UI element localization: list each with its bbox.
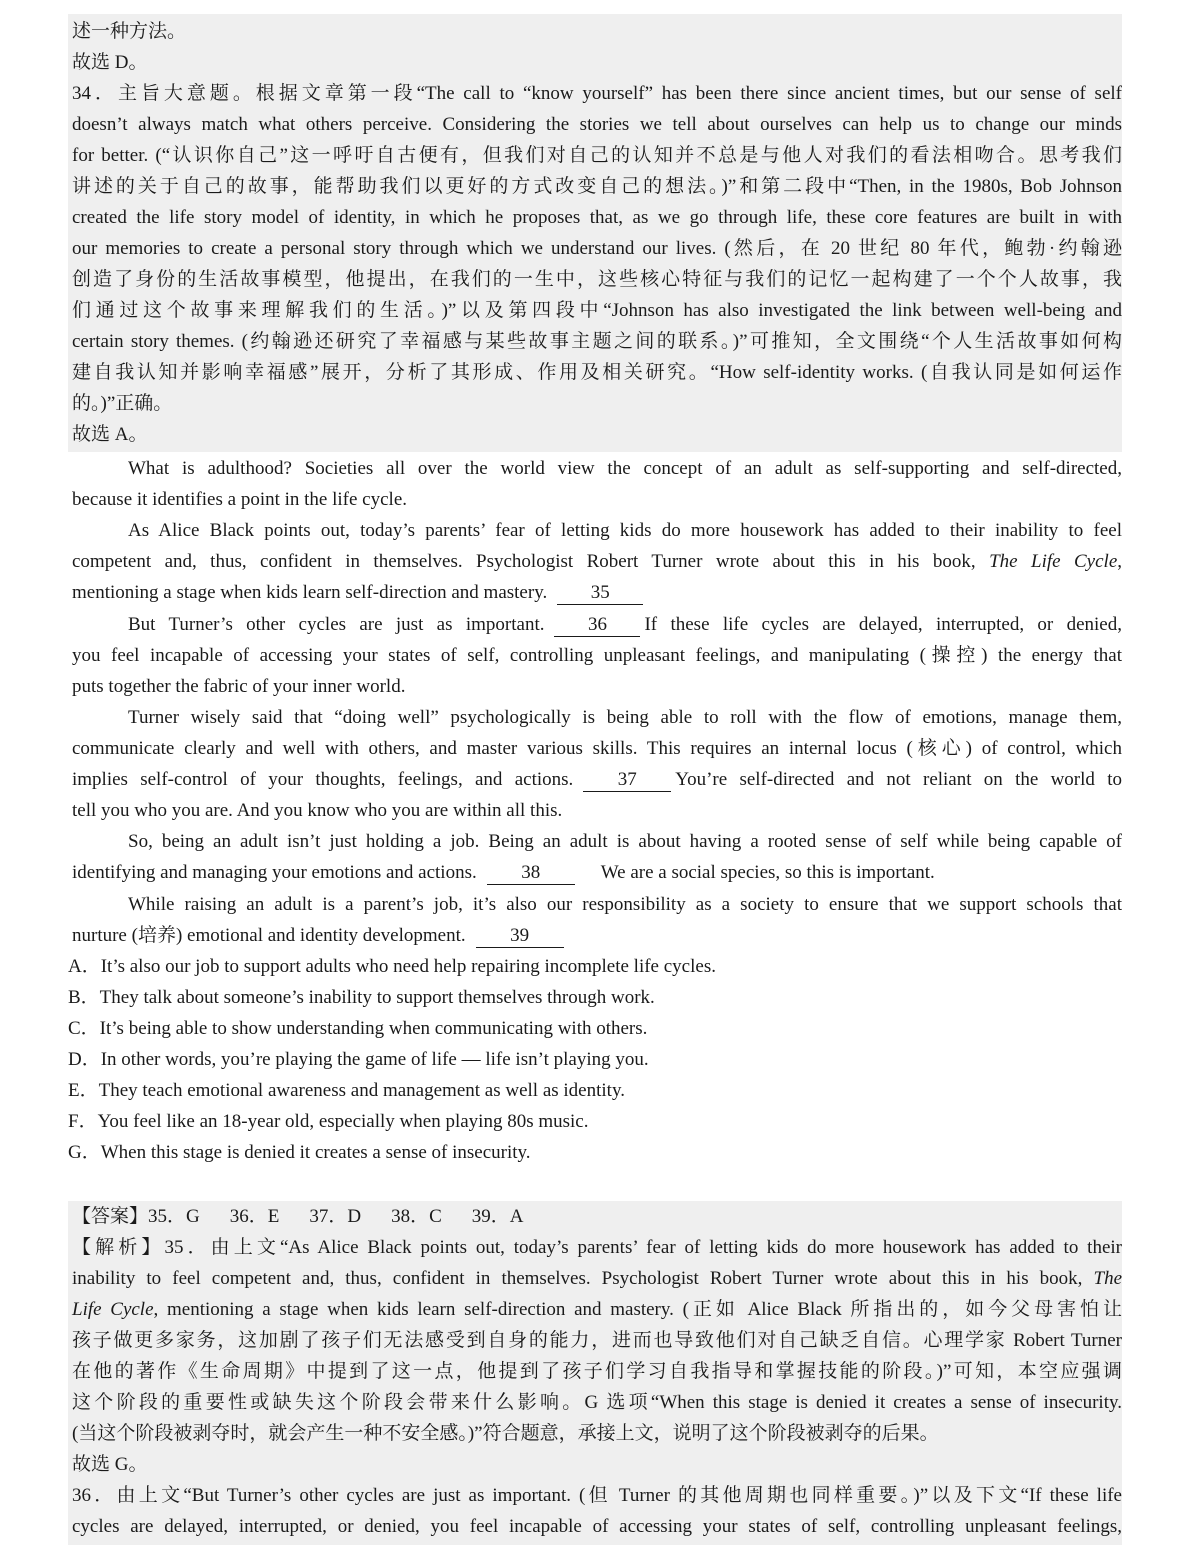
passage-line: While raising an adult is a parent’s job, it’s also our responsibility as a society to ensure that we support schools that (128, 894, 1122, 915)
q34-line: 的。)”正确。 (72, 393, 173, 414)
passage-line: competent and, thus, confident in themselves. Psychologist Robert Turner wrote about this in his book, The Life Cycle, (72, 551, 1123, 572)
passage-line: you feel incapable of accessing your states of self, controlling unpleasant feelings, and manipulating (操控) the energy that (72, 645, 1122, 666)
answer-label: 【答案】 (72, 1206, 149, 1227)
answer-item: 38．C (391, 1206, 442, 1227)
analysis-line: inability to feel competent and, thus, confident in themselves. Psychologist Robert Turner wrote about this in his book, The (72, 1268, 1122, 1289)
passage-line: communicate clearly and well with others, and master various skills. This requires an internal locus (核心) of control, which (72, 738, 1122, 759)
text-line: 述一种方法。 (72, 21, 187, 42)
q34-line: 讲述的关于自己的故事，能帮助我们以更好的方式改变自己的想法。)”和第二段中“Then, in the 1980s, Bob Johnson (72, 176, 1122, 197)
answer-line: 故选 D。 (72, 52, 148, 73)
explanation-block-top (68, 14, 1122, 452)
book-title: The Life Cycle (989, 551, 1118, 572)
passage-line: So, being an adult isn’t just holding a job. Being an adult is about having a rooted sense of self while being capable of (128, 831, 1122, 852)
q34-line: created the life story model of identity, in which he proposes that, as we go through life, these core features are built in with (72, 207, 1122, 228)
q34-line: our memories to create a personal story through which we understand our lives. (然后，在 20 世纪 80 年代，鲍勃·约翰逊 (72, 238, 1122, 259)
answer-item: 39．A (471, 1206, 524, 1227)
q34-line: for better. (“认识你自己”这一呼吁自古便有，但我们对自己的认知并不总是与他人对我们的看法相吻合。思考我们 (72, 145, 1122, 166)
passage-line: But Turner’s other cycles are just as important. 36 If these life cycles are delayed, interrupted, or denied, (128, 614, 1122, 635)
analysis-line: cycles are delayed, interrupted, or denied, you feel incapable of accessing your states of self, controlling unpleasant feelings, (72, 1516, 1122, 1537)
book-title: The (1093, 1268, 1122, 1289)
answer-item: 35．G (148, 1206, 200, 1227)
analysis-line: 这个阶段的重要性或缺失这个阶段会带来什么影响。G 选项“When this stage is denied it creates a sense of insecurity. (72, 1392, 1122, 1413)
answer-analysis-block (68, 1201, 1122, 1545)
answer-item: 37．D (309, 1206, 362, 1227)
blank-38: 38 (487, 862, 575, 885)
option-c: C．It’s being able to show understanding when communicating with others. (68, 1018, 648, 1039)
passage-line: puts together the fabric of your inner world. (72, 676, 406, 697)
q34-line: 建自我认知并影响幸福感”展开，分析了其形成、作用及相关研究。“How self-identity works. (自我认同是如何运作 (72, 362, 1122, 383)
book-title: Life Cycle (72, 1299, 154, 1320)
answer-item: 36．E (229, 1206, 280, 1227)
analysis-line: 在他的著作《生命周期》中提到了这一点，他提到了孩子们学习自我指导和掌握技能的阶段。)”可知，本空应强调 (72, 1361, 1122, 1382)
answer-key (72, 1201, 1122, 1232)
analysis-line: Life Cycle, mentioning a stage when kids learn self-direction and mastery. (正如 Alice Black 所指出的，如今父母害怕让 (72, 1299, 1123, 1320)
option-a: A．It’s also our job to support adults who need help repairing incomplete life cycles. (68, 956, 716, 977)
passage-line: tell you who you are. And you know who you are within all this. (72, 800, 563, 821)
blank-35: 35 (557, 582, 643, 605)
q34-line: 34．主旨大意题。根据文章第一段“The call to “know yourself” has been there since ancient times, but our sense of self (72, 83, 1122, 104)
option-f: F．You feel like an 18-year old, especially when playing 80s music. (68, 1111, 589, 1132)
passage (68, 452, 1122, 1172)
passage-line: implies self-control of your thoughts, feelings, and actions. 37 You’re self-directed and not reliant on the world to (72, 769, 1122, 790)
q34-line: 创造了身份的生活故事模型，他提出，在我们的一生中，这些核心特征与我们的记忆一起构建了一个个人故事，我 (72, 269, 1122, 290)
option-b: B．They talk about someone’s inability to support themselves through work. (68, 987, 655, 1008)
answer-line: 故选 A。 (72, 424, 148, 445)
passage-line: What is adulthood? Societies all over the world view the concept of an adult as self-supporting and self-directed, (128, 458, 1122, 479)
blank-39: 39 (476, 925, 564, 948)
passage-line: identifying and managing your emotions and actions. 38 We are a social species, so this is important. (72, 862, 935, 883)
passage-line: Turner wisely said that “doing well” psychologically is being able to roll with the flow of emotions, manage them, (128, 707, 1122, 728)
analysis-line: (当这个阶段被剥夺时，就会产生一种不安全感。)”符合题意，承接上文，说明了这个阶段被剥夺的后果。 (72, 1423, 939, 1444)
blank-37: 37 (583, 769, 671, 792)
option-e: E．They teach emotional awareness and management as well as identity. (68, 1080, 625, 1101)
passage-line: mentioning a stage when kids learn self-direction and mastery. 35 (72, 577, 1122, 608)
passage-line: nurture (培养) emotional and identity development. 39 (72, 920, 1122, 951)
q34-line: 们通过这个故事来理解我们的生活。)”以及第四段中“Johnson has also investigated the link between well-being and (72, 300, 1122, 321)
blank-36: 36 (554, 614, 640, 637)
q34-line: certain story themes. (约翰逊还研究了幸福感与某些故事主题之间的联系。)”可推知，全文围绕“个人生活故事如何构 (72, 331, 1122, 352)
passage-line: As Alice Black points out, today’s parents’ fear of letting kids do more housework has added to their inability to feel (128, 520, 1122, 541)
analysis-label: 【解析】 (72, 1237, 165, 1258)
option-g: G．When this stage is denied it creates a sense of insecurity. (68, 1142, 531, 1163)
analysis-line: 【解析】35．由上文“As Alice Black points out, today’s parents’ fear of letting kids do more housework has added to their (72, 1237, 1122, 1258)
q34-line: doesn’t always match what others perceive. Considering the stories we tell about ourselves can help us to change our minds (72, 114, 1122, 135)
analysis-line: 孩子做更多家务，这加剧了孩子们无法感受到自身的能力，进而也导致他们对自己缺乏自信。心理学家 Robert Turner (72, 1330, 1122, 1351)
answer-line: 故选 G。 (72, 1454, 148, 1475)
passage-line: because it identifies a point in the life cycle. (72, 489, 408, 510)
analysis-line: 36．由上文“But Turner’s other cycles are just as important. (但 Turner 的其他周期也同样重要。)”以及下文“If these life (72, 1485, 1122, 1506)
option-d: D．In other words, you’re playing the game of life — life isn’t playing you. (68, 1049, 649, 1070)
